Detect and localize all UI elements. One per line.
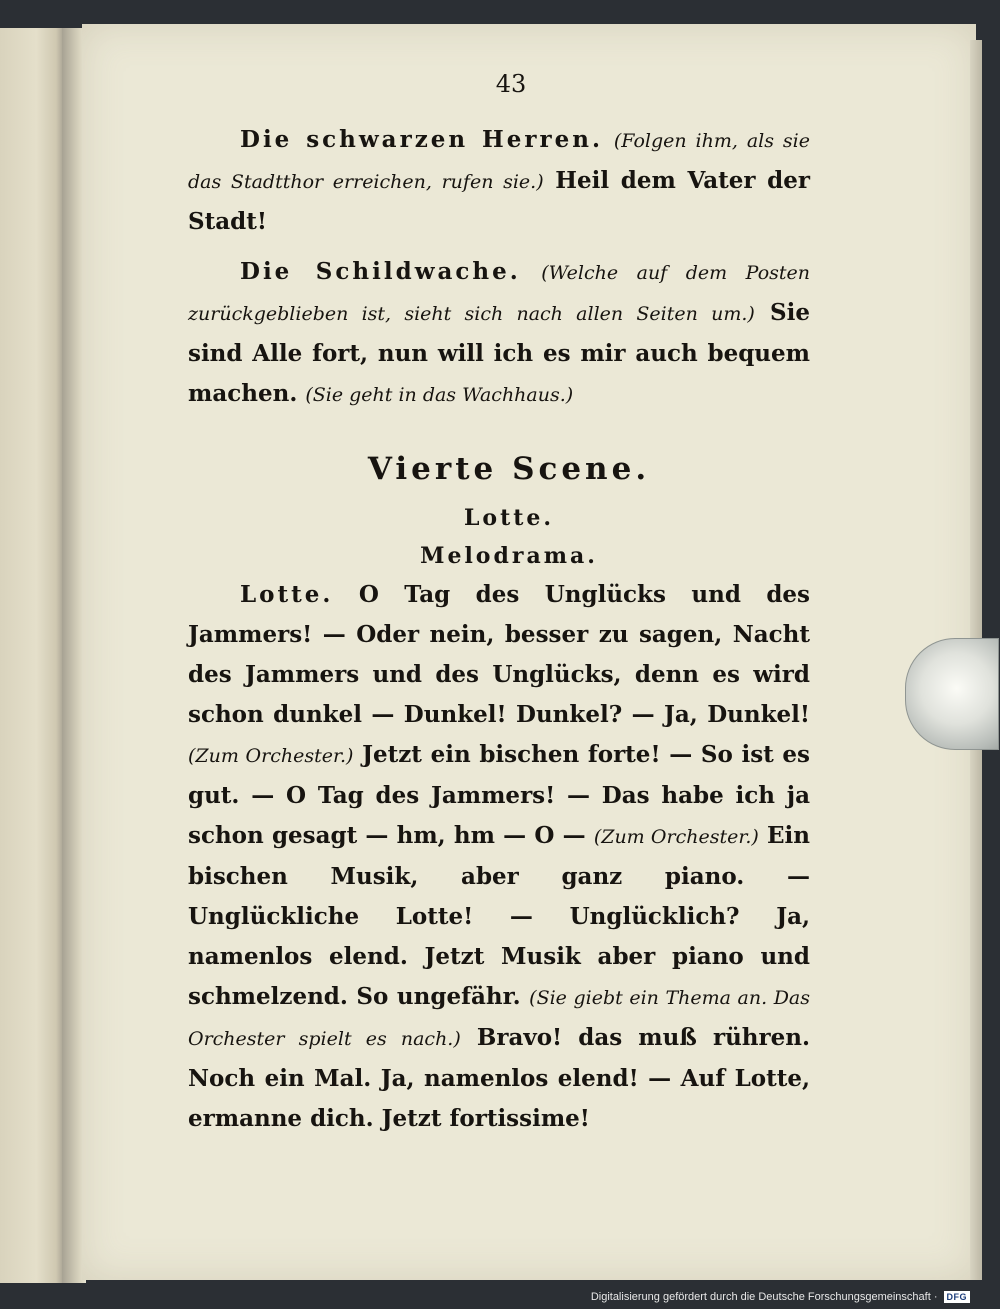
left-page-edge <box>0 28 66 1283</box>
speaker-name: Die schwarzen Herren. <box>240 126 603 153</box>
dialogue-text: Heil dem Vater der Stadt! <box>188 167 810 235</box>
digitization-footer <box>591 1291 970 1303</box>
scene-title: Vierte Scene. <box>367 451 651 487</box>
speaker-name: Die Schildwache. <box>240 258 521 285</box>
dialogue-text: Bravo! das muß rühren. Noch ein Mal. Ja, namenlos elend! — Auf Lotte, ermanne dich. Jetzt fortissime! <box>188 1024 810 1132</box>
page-clip <box>905 638 999 750</box>
scene-character: Lotte. <box>463 505 555 531</box>
dialogue-text: O Tag des Unglücks und des Jammers! — Oder nein, besser zu sagen, Nacht des Jammers und des Unglücks, denn es wird schon dunkel — Dunkel! Dunkel? — Ja, Dunkel! <box>188 581 810 728</box>
dialogue-text: Ein bischen Musik, aber ganz piano. — Unglückliche Lotte! — Unglücklich? Ja, namenlos elend. Jetzt Musik aber piano und schmelzend. So ungefähr. <box>188 822 811 1010</box>
footer-credit: Digitalisierung gefördert durch die Deutsche Forschungsgemeinschaft · <box>590 1291 938 1303</box>
speaker-name: Lotte. <box>240 581 334 608</box>
dialogue-text: Sie sind Alle fort, nun will ich es mir auch bequem machen. <box>188 299 810 407</box>
page-text <box>188 70 810 1139</box>
stage-direction: (Folgen ihm, als sie das Stadtthor erreichen, rufen sie.) <box>188 130 810 193</box>
page-number: 43 <box>495 70 527 98</box>
stage-direction: (Zum Orchester.) <box>188 745 354 767</box>
dialogue-block-lotte <box>188 575 810 1139</box>
dialogue-text: Jetzt ein bischen forte! — So ist es gut. — O Tag des Jammers! — Das habe ich ja schon gesagt — hm, hm — O — <box>188 741 811 849</box>
stage-direction-exit: (Sie geht in das Wachhaus.) <box>305 384 574 406</box>
dialogue-block-herren <box>188 120 810 242</box>
stage-direction: (Welche auf dem Posten zurückgeblieben ist, sieht sich nach allen Seiten um.) <box>188 262 810 325</box>
scene-type: Melodrama. <box>420 543 598 569</box>
dfg-logo: DFG <box>944 1291 971 1303</box>
stage-direction: (Zum Orchester.) <box>593 826 759 848</box>
dialogue-block-schildwache <box>188 252 810 415</box>
stage-direction: (Sie giebt ein Thema an. Das Orchester spielt es nach.) <box>188 987 811 1050</box>
